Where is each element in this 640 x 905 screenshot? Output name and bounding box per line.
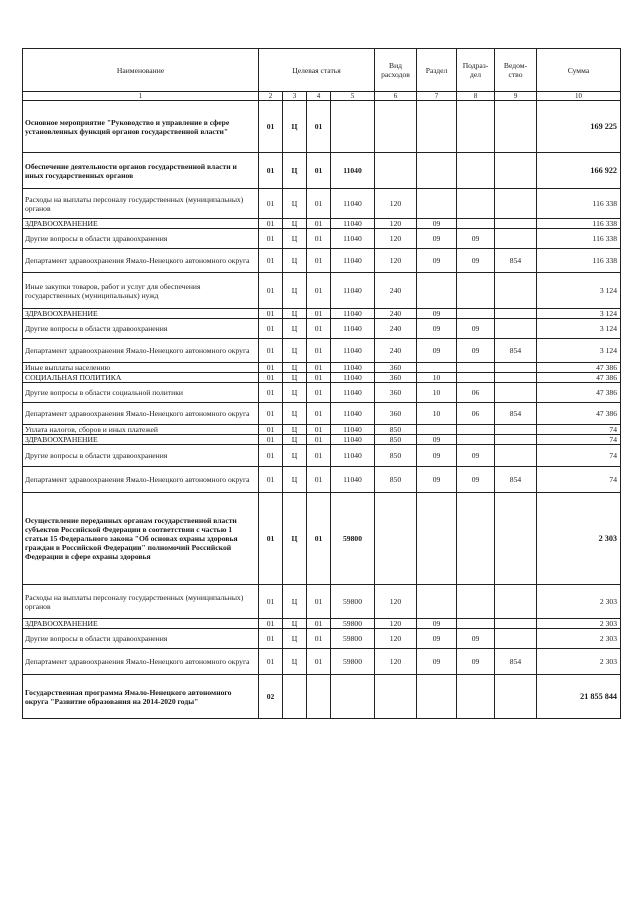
- table-row: [23, 373, 621, 383]
- row-program-code: 01: [259, 229, 283, 249]
- row-sum: 74: [537, 435, 621, 445]
- row-expense-type: 850: [375, 445, 417, 467]
- row-direction-code: 11040: [331, 153, 375, 189]
- table-row: [23, 435, 621, 445]
- row-event-code: 01: [307, 189, 331, 219]
- row-section: 09: [417, 319, 457, 339]
- row-program-code: 01: [259, 585, 283, 619]
- table-row: [23, 383, 621, 403]
- row-expense-type: 360: [375, 373, 417, 383]
- row-program-code: 01: [259, 493, 283, 585]
- row-event-code: 01: [307, 249, 331, 273]
- table-row: [23, 219, 621, 229]
- row-subprogram-code: Ц: [283, 219, 307, 229]
- row-sum: 2 303: [537, 585, 621, 619]
- row-program-code: 01: [259, 153, 283, 189]
- row-program-code: 01: [259, 319, 283, 339]
- row-expense-type: 360: [375, 403, 417, 425]
- row-direction-code: 11040: [331, 425, 375, 435]
- col-index: 3: [283, 92, 307, 101]
- row-subprogram-code: Ц: [283, 189, 307, 219]
- row-name: Основное мероприятие "Руководство и управление в сфере установленных функций органов государственной власти": [23, 101, 259, 153]
- row-event-code: 01: [307, 273, 331, 309]
- row-direction-code: 11040: [331, 403, 375, 425]
- table-row: [23, 339, 621, 363]
- row-section: 09: [417, 619, 457, 629]
- row-subsection: 09: [457, 249, 495, 273]
- row-expense-type: 360: [375, 383, 417, 403]
- table-row: [23, 229, 621, 249]
- row-section: [417, 425, 457, 435]
- row-subprogram-code: Ц: [283, 403, 307, 425]
- row-subprogram-code: Ц: [283, 153, 307, 189]
- table-row: [23, 425, 621, 435]
- row-department: [495, 101, 537, 153]
- row-name: Осуществление переданных органам государственной власти субъектов Российской Федерации в соответствии с частью 1 статьи 15 Федерального закона "Об основах охраны здоровья граждан в Российской Федерации" полномочий Российской Федерации в сфере охраны здоровья: [23, 493, 259, 585]
- row-subprogram-code: Ц: [283, 493, 307, 585]
- row-subprogram-code: Ц: [283, 319, 307, 339]
- row-direction-code: 59800: [331, 649, 375, 675]
- row-section: 09: [417, 467, 457, 493]
- header-target-article: Целевая статья: [259, 49, 375, 92]
- table-body: [23, 101, 621, 719]
- row-subsection: 09: [457, 649, 495, 675]
- row-name: Другие вопросы в области здравоохранения: [23, 629, 259, 649]
- row-name: Другие вопросы в области здравоохранения: [23, 229, 259, 249]
- row-direction-code: 11040: [331, 435, 375, 445]
- row-program-code: 01: [259, 339, 283, 363]
- row-expense-type: 120: [375, 649, 417, 675]
- row-direction-code: 11040: [331, 249, 375, 273]
- col-index: 8: [457, 92, 495, 101]
- row-department: 854: [495, 467, 537, 493]
- row-subprogram-code: Ц: [283, 383, 307, 403]
- row-sum: 3 124: [537, 309, 621, 319]
- row-direction-code: 11040: [331, 229, 375, 249]
- row-subprogram-code: Ц: [283, 339, 307, 363]
- row-expense-type: 120: [375, 189, 417, 219]
- row-program-code: 01: [259, 219, 283, 229]
- row-expense-type: [375, 153, 417, 189]
- row-expense-type: 240: [375, 309, 417, 319]
- row-expense-type: 240: [375, 339, 417, 363]
- col-index: 2: [259, 92, 283, 101]
- row-name: Обеспечение деятельности органов государственной власти и иных государственных органов: [23, 153, 259, 189]
- row-subprogram-code: Ц: [283, 373, 307, 383]
- table-row: [23, 319, 621, 339]
- table-row: [23, 493, 621, 585]
- row-name: Другие вопросы в области социальной политики: [23, 383, 259, 403]
- row-name: ЗДРАВООХРАНЕНИЕ: [23, 435, 259, 445]
- col-index: 5: [331, 92, 375, 101]
- table-row: [23, 273, 621, 309]
- row-event-code: [307, 675, 331, 719]
- row-section: 09: [417, 649, 457, 675]
- row-direction-code: 11040: [331, 309, 375, 319]
- row-direction-code: 11040: [331, 189, 375, 219]
- row-subprogram-code: Ц: [283, 619, 307, 629]
- row-name: Уплата налогов, сборов и иных платежей: [23, 425, 259, 435]
- row-sum: 47 386: [537, 383, 621, 403]
- header-row: [23, 49, 621, 92]
- row-department: [495, 619, 537, 629]
- row-event-code: 01: [307, 383, 331, 403]
- row-expense-type: 850: [375, 467, 417, 493]
- row-direction-code: 11040: [331, 363, 375, 373]
- row-event-code: 01: [307, 229, 331, 249]
- row-name: Иные закупки товаров, работ и услуг для обеспечения государственных (муниципальных) нужд: [23, 273, 259, 309]
- row-department: [495, 219, 537, 229]
- row-name: Департамент здравоохранения Ямало-Ненецкого автономного округа: [23, 649, 259, 675]
- row-program-code: 01: [259, 435, 283, 445]
- row-direction-code: 11040: [331, 383, 375, 403]
- row-sum: 3 124: [537, 319, 621, 339]
- header-sum: Сумма: [537, 49, 621, 92]
- header-name: Наименование: [23, 49, 259, 92]
- row-program-code: 01: [259, 403, 283, 425]
- row-department: [495, 153, 537, 189]
- row-direction-code: [331, 101, 375, 153]
- row-department: [495, 493, 537, 585]
- row-direction-code: 59800: [331, 619, 375, 629]
- row-section: [417, 189, 457, 219]
- row-department: [495, 435, 537, 445]
- table-row: [23, 189, 621, 219]
- row-department: [495, 309, 537, 319]
- row-name: Иные выплаты населению: [23, 363, 259, 373]
- table-row: [23, 403, 621, 425]
- row-event-code: 01: [307, 339, 331, 363]
- row-sum: 3 124: [537, 273, 621, 309]
- row-subsection: 09: [457, 629, 495, 649]
- row-subsection: 06: [457, 383, 495, 403]
- row-department: 854: [495, 339, 537, 363]
- row-subsection: [457, 273, 495, 309]
- row-subsection: [457, 309, 495, 319]
- row-program-code: 01: [259, 629, 283, 649]
- row-event-code: 01: [307, 425, 331, 435]
- row-name: Департамент здравоохранения Ямало-Ненецкого автономного округа: [23, 249, 259, 273]
- row-direction-code: 59800: [331, 629, 375, 649]
- row-section: [417, 273, 457, 309]
- row-name: ЗДРАВООХРАНЕНИЕ: [23, 219, 259, 229]
- row-section: 09: [417, 229, 457, 249]
- row-subsection: [457, 493, 495, 585]
- row-section: 10: [417, 403, 457, 425]
- row-event-code: 01: [307, 619, 331, 629]
- row-subsection: [457, 675, 495, 719]
- table-row: [23, 249, 621, 273]
- header-section: Раздел: [417, 49, 457, 92]
- row-expense-type: 120: [375, 619, 417, 629]
- row-expense-type: 120: [375, 219, 417, 229]
- row-sum: 74: [537, 425, 621, 435]
- row-event-code: 01: [307, 309, 331, 319]
- row-name: Государственная программа Ямало-Ненецкого автономного округа "Развитие образования на 2014-2020 годы": [23, 675, 259, 719]
- row-direction-code: 11040: [331, 373, 375, 383]
- row-subprogram-code: Ц: [283, 363, 307, 373]
- row-sum: 116 338: [537, 189, 621, 219]
- row-expense-type: [375, 101, 417, 153]
- row-program-code: 01: [259, 189, 283, 219]
- row-subsection: [457, 585, 495, 619]
- row-section: 09: [417, 219, 457, 229]
- row-department: 854: [495, 649, 537, 675]
- row-sum: 47 386: [537, 403, 621, 425]
- row-sum: 2 303: [537, 649, 621, 675]
- header-subsection: Подраз-дел: [457, 49, 495, 92]
- row-department: [495, 229, 537, 249]
- row-department: [495, 373, 537, 383]
- row-event-code: 01: [307, 319, 331, 339]
- row-section: [417, 675, 457, 719]
- row-sum: 2 303: [537, 629, 621, 649]
- row-direction-code: [331, 675, 375, 719]
- table-row: [23, 309, 621, 319]
- row-program-code: 01: [259, 309, 283, 319]
- row-direction-code: 11040: [331, 219, 375, 229]
- row-section: 09: [417, 435, 457, 445]
- row-subprogram-code: [283, 675, 307, 719]
- row-event-code: 01: [307, 373, 331, 383]
- row-subsection: [457, 153, 495, 189]
- row-program-code: 01: [259, 649, 283, 675]
- row-program-code: 01: [259, 363, 283, 373]
- row-subsection: 06: [457, 403, 495, 425]
- row-sum: 74: [537, 467, 621, 493]
- row-department: [495, 383, 537, 403]
- row-program-code: 01: [259, 249, 283, 273]
- row-department: [495, 445, 537, 467]
- row-department: [495, 629, 537, 649]
- col-index: 7: [417, 92, 457, 101]
- row-sum: 166 922: [537, 153, 621, 189]
- row-section: 10: [417, 373, 457, 383]
- row-subsection: [457, 363, 495, 373]
- table-row: [23, 629, 621, 649]
- row-expense-type: 120: [375, 629, 417, 649]
- row-sum: 116 338: [537, 229, 621, 249]
- table-row: [23, 467, 621, 493]
- budget-table-sheet: [22, 48, 620, 719]
- row-department: 854: [495, 403, 537, 425]
- row-department: 854: [495, 249, 537, 273]
- row-name: Другие вопросы в области здравоохранения: [23, 319, 259, 339]
- table-row: [23, 619, 621, 629]
- table-row: [23, 445, 621, 467]
- row-name: Расходы на выплаты персоналу государственных (муниципальных) органов: [23, 585, 259, 619]
- row-direction-code: 11040: [331, 273, 375, 309]
- col-index: 4: [307, 92, 331, 101]
- header-department: Ведом-ство: [495, 49, 537, 92]
- col-index: 6: [375, 92, 417, 101]
- row-subprogram-code: Ц: [283, 273, 307, 309]
- row-section: [417, 101, 457, 153]
- row-section: [417, 585, 457, 619]
- row-direction-code: 11040: [331, 319, 375, 339]
- row-program-code: 01: [259, 619, 283, 629]
- row-department: [495, 273, 537, 309]
- row-event-code: 01: [307, 585, 331, 619]
- row-name: Департамент здравоохранения Ямало-Ненецкого автономного округа: [23, 467, 259, 493]
- row-subsection: 09: [457, 445, 495, 467]
- row-expense-type: 240: [375, 319, 417, 339]
- row-expense-type: [375, 493, 417, 585]
- row-event-code: 01: [307, 445, 331, 467]
- row-event-code: 01: [307, 363, 331, 373]
- row-subprogram-code: Ц: [283, 445, 307, 467]
- row-program-code: 01: [259, 273, 283, 309]
- row-name: СОЦИАЛЬНАЯ ПОЛИТИКА: [23, 373, 259, 383]
- row-sum: 116 338: [537, 249, 621, 273]
- row-subprogram-code: Ц: [283, 467, 307, 493]
- row-subsection: 09: [457, 319, 495, 339]
- table-row: [23, 649, 621, 675]
- row-expense-type: [375, 675, 417, 719]
- row-sum: 74: [537, 445, 621, 467]
- row-department: [495, 675, 537, 719]
- row-expense-type: 850: [375, 425, 417, 435]
- row-program-code: 01: [259, 101, 283, 153]
- row-department: [495, 585, 537, 619]
- row-direction-code: 11040: [331, 339, 375, 363]
- row-direction-code: 59800: [331, 585, 375, 619]
- row-subsection: [457, 373, 495, 383]
- row-program-code: 01: [259, 373, 283, 383]
- row-sum: 2 303: [537, 493, 621, 585]
- row-event-code: 01: [307, 435, 331, 445]
- table-row: [23, 675, 621, 719]
- row-program-code: 02: [259, 675, 283, 719]
- row-sum: 47 386: [537, 373, 621, 383]
- row-subprogram-code: Ц: [283, 585, 307, 619]
- row-section: 09: [417, 445, 457, 467]
- row-sum: 2 303: [537, 619, 621, 629]
- row-event-code: 01: [307, 649, 331, 675]
- row-sum: 21 855 844: [537, 675, 621, 719]
- row-subprogram-code: Ц: [283, 101, 307, 153]
- header-expense-type: Вид расходов: [375, 49, 417, 92]
- row-subsection: 09: [457, 229, 495, 249]
- row-section: 09: [417, 629, 457, 649]
- row-event-code: 01: [307, 403, 331, 425]
- row-program-code: 01: [259, 383, 283, 403]
- row-event-code: 01: [307, 153, 331, 189]
- row-subprogram-code: Ц: [283, 229, 307, 249]
- row-direction-code: 11040: [331, 445, 375, 467]
- row-name: ЗДРАВООХРАНЕНИЕ: [23, 619, 259, 629]
- row-sum: 116 338: [537, 219, 621, 229]
- row-expense-type: 360: [375, 363, 417, 373]
- row-name: Департамент здравоохранения Ямало-Ненецкого автономного округа: [23, 403, 259, 425]
- row-department: [495, 319, 537, 339]
- row-event-code: 01: [307, 219, 331, 229]
- row-expense-type: 850: [375, 435, 417, 445]
- row-subprogram-code: Ц: [283, 425, 307, 435]
- row-name: Другие вопросы в области здравоохранения: [23, 445, 259, 467]
- row-subsection: 09: [457, 339, 495, 363]
- table-row: [23, 585, 621, 619]
- col-index: 10: [537, 92, 621, 101]
- row-section: [417, 363, 457, 373]
- budget-table: [22, 48, 621, 719]
- row-section: [417, 493, 457, 585]
- row-direction-code: 59800: [331, 493, 375, 585]
- row-subprogram-code: Ц: [283, 309, 307, 319]
- row-name: Расходы на выплаты персоналу государственных (муниципальных) органов: [23, 189, 259, 219]
- row-section: 09: [417, 339, 457, 363]
- col-index: 9: [495, 92, 537, 101]
- row-department: [495, 363, 537, 373]
- row-subsection: [457, 189, 495, 219]
- table-row: [23, 363, 621, 373]
- row-section: 10: [417, 383, 457, 403]
- row-name: ЗДРАВООХРАНЕНИЕ: [23, 309, 259, 319]
- row-expense-type: 240: [375, 273, 417, 309]
- row-expense-type: 120: [375, 229, 417, 249]
- row-expense-type: 120: [375, 585, 417, 619]
- row-program-code: 01: [259, 467, 283, 493]
- row-direction-code: 11040: [331, 467, 375, 493]
- row-expense-type: 120: [375, 249, 417, 273]
- row-section: [417, 153, 457, 189]
- row-subsection: [457, 101, 495, 153]
- row-event-code: 01: [307, 101, 331, 153]
- row-subsection: 09: [457, 467, 495, 493]
- row-sum: 47 386: [537, 363, 621, 373]
- row-department: [495, 189, 537, 219]
- row-section: 09: [417, 249, 457, 273]
- col-index: 1: [23, 92, 259, 101]
- row-subprogram-code: Ц: [283, 435, 307, 445]
- row-subsection: [457, 435, 495, 445]
- row-subsection: [457, 425, 495, 435]
- table-row: [23, 153, 621, 189]
- row-subsection: [457, 619, 495, 629]
- row-subprogram-code: Ц: [283, 249, 307, 273]
- row-department: [495, 425, 537, 435]
- row-program-code: 01: [259, 445, 283, 467]
- row-section: 09: [417, 309, 457, 319]
- row-program-code: 01: [259, 425, 283, 435]
- row-event-code: 01: [307, 629, 331, 649]
- row-sum: 3 124: [537, 339, 621, 363]
- table-row: [23, 101, 621, 153]
- row-name: Департамент здравоохранения Ямало-Ненецкого автономного округа: [23, 339, 259, 363]
- row-event-code: 01: [307, 493, 331, 585]
- row-subsection: [457, 219, 495, 229]
- row-subprogram-code: Ц: [283, 629, 307, 649]
- column-index-row: [23, 92, 621, 101]
- row-subprogram-code: Ц: [283, 649, 307, 675]
- row-event-code: 01: [307, 467, 331, 493]
- row-sum: 169 225: [537, 101, 621, 153]
